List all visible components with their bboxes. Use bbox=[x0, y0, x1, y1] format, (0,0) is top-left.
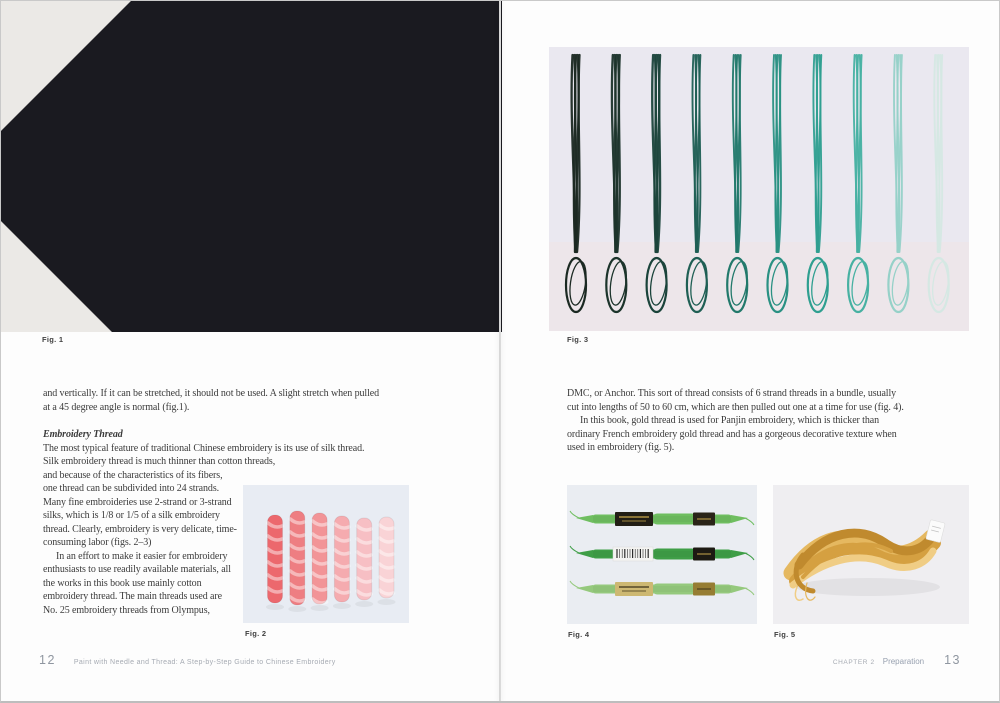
chapter-label: CHAPTER 2 bbox=[832, 659, 875, 666]
paragraph-cotton: In an effort to make it easier for embroidery enthusiasts to use readily available materials, all the works in this book use mainly cotton embroidery thread. The main threads used are No. 25 embroidery threads from Olympus, bbox=[43, 550, 231, 616]
embroidery-thread-heading: Embroidery Thread bbox=[43, 429, 123, 440]
fig1-image bbox=[1, 1, 502, 332]
paragraph-gold: In this book, gold thread is used for Panjin embroidery, which is thicker than ordinary French embroidery gold thread and has a gorgeous decorative texture when used in embroidery (fig. 5). bbox=[567, 415, 897, 453]
fig5-caption: Fig. 5 bbox=[774, 630, 796, 639]
paragraph-spacer bbox=[43, 414, 388, 428]
fig3-caption: Fig. 3 bbox=[567, 335, 589, 344]
narrow-text-column bbox=[43, 469, 238, 618]
page-left bbox=[1, 1, 501, 703]
body-text-right bbox=[567, 387, 907, 455]
paragraph-silk-wrap: and because of the characteristics of its fibers, one thread can be subdivided into 24 strands. Many fine embroideries use 2-strand or 3-strand silks, which is 1/8 or 1/5 of a silk embroidery thread. Clearly, embroidery is very delicate, time-consuming labor (figs. 2–3) bbox=[43, 469, 237, 548]
footer-right bbox=[833, 653, 961, 667]
paragraph-silk-lead: The most typical feature of traditional Chinese embroidery is its use of silk thread. Silk embroidery thread is much thinner than cotton threads, bbox=[43, 442, 365, 467]
fig4-image bbox=[567, 485, 757, 624]
fig3-image bbox=[549, 47, 969, 331]
fig5-image bbox=[773, 485, 969, 624]
paragraph-continued: and vertically. If it can be stretched, it should not be used. A slight stretch when pulled at a 45 degree angle is normal (fig.1). bbox=[43, 388, 380, 413]
fig2-caption: Fig. 2 bbox=[245, 629, 267, 638]
paragraph-dmc: DMC, or Anchor. This sort of thread consists of 6 strand threads in a bundle, usually cut into lengths of 50 to 60 cm, which are then pulled out one at a time for use (fig. 4). bbox=[567, 388, 904, 413]
fig1-caption: Fig. 1 bbox=[42, 335, 64, 344]
page-right bbox=[501, 1, 1000, 703]
footer-left bbox=[39, 653, 336, 667]
fig4-caption: Fig. 4 bbox=[568, 630, 590, 639]
book-title: Paint with Needle and Thread: A Step-by-Step Guide to Chinese Embroidery bbox=[73, 659, 336, 666]
spine-divider bbox=[499, 1, 501, 703]
section-label: Preparation bbox=[882, 657, 925, 666]
page-number-left: 12 bbox=[39, 653, 56, 667]
page-number-right: 13 bbox=[944, 653, 961, 667]
fig2-image bbox=[243, 485, 409, 623]
